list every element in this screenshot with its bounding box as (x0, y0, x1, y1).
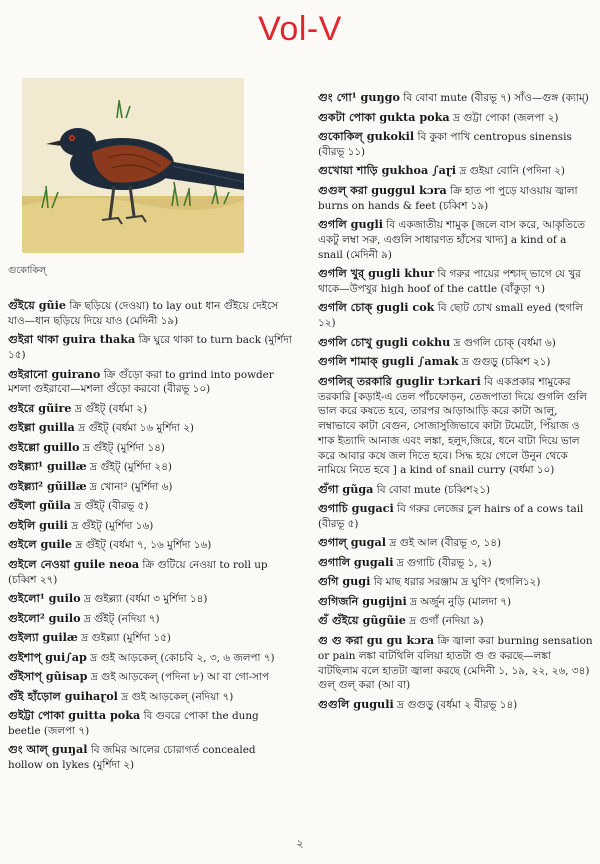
headword: গুগুলি guguli (318, 696, 394, 711)
definition: দ্র গুঁইট্ (নদিয়া ৭) (83, 612, 160, 625)
headword: গুঁইসাপ্ gũisap (8, 669, 88, 684)
definition: দ্র গুঁইট্ (বীরভূ ৫) (74, 500, 149, 513)
definition: বি বোবা mute (চব্বিশ২১) (376, 483, 491, 496)
dictionary-entry (318, 335, 594, 351)
dictionary-entry (318, 574, 594, 590)
dictionary-entry (318, 535, 594, 551)
dictionary-entry (8, 742, 292, 773)
headword: গুগলি চোক্ gugli cok (318, 300, 435, 315)
headword: গুইলি guili (8, 517, 68, 532)
dictionary-entry (318, 613, 594, 629)
definition: বি বোবা mute (বীরভূ ৭) সাঁও—গুঙ্গ (ক্যাম্) (403, 92, 589, 104)
headword: গুইশাপ্ gui∫ap (8, 649, 87, 664)
headword: গুগালি gugali (318, 554, 394, 569)
headword: গুগাল্ gugal (318, 535, 387, 550)
definition: দ্র গুই আল (বীরভূ ৩, ১৪) (389, 537, 502, 550)
dictionary-entry (8, 479, 292, 495)
definition: দ্র গুই আড়কেল্ (নদিয়া ৭) (121, 690, 234, 703)
definition: বি একপ্রকার শামুকের তরকারি [কড়াই-এ তেল পাঁচফোড়ন, তেজপাতা দিয়ে গুগলি গুলি ভাল করে কষতে হবে, তারপর আড়াআড়ি করে কাটা আলু, লম্বাভাবে কাটা বেগুন, সোজাসুজিভাবে কাটা টমেটো, পিঁয়াজ ও শাক ইত্যাদি আনাজ এবং লঙ্কা, হলুদ,জিরে, ধনে বাটা দিয়ে ভাল করে আবার কষে জল দিতে হবে। সিদ্ধ হয়ে গেলে উনুন থেকে নামিয়ে নিতে হবে ] a kind of snail curry (বর্ধমা ১০) (318, 375, 587, 477)
headword: গুগলি খুর্ gugli khur (318, 266, 435, 281)
dictionary-entry (8, 650, 292, 666)
definition: দ্র গুই আড়কেল্ (পদিনা ৮) আ বা গো-সাপ (90, 671, 270, 684)
headword: গুইল্ল্যা¹ guillæ (8, 459, 87, 474)
headword: গুগিজনি gugijni (318, 593, 407, 608)
headword: গুং আল্ guŋal (8, 742, 88, 757)
dictionary-entry (8, 298, 292, 329)
dictionary-entry (8, 591, 292, 607)
definition: ক্রি ঘুরে থাকা to turn back (মুর্শিদা ১৫) (8, 334, 292, 362)
illustration-caption: গুকোকিল্ (8, 265, 47, 276)
dictionary-entry (318, 266, 594, 297)
definition: দ্র গুঁইট্ (বর্ধমা ৭, ১৬ মুর্শিদা ১৬) (75, 539, 212, 552)
definition: বি জমির আলের চোরাগর্ত concealed hollow on lykes (মুর্শিদা ২) (8, 744, 256, 772)
headword: গুখোয়া শাড়ি gukhoa ∫aɽi (318, 163, 457, 178)
definition: বি মাছ ধরার সরঞ্জাম দ্র ঘুণি² (হুগলি১২) (373, 576, 541, 589)
definition: দ্র গুগুড়ু (চব্বিশ ২১) (461, 356, 551, 369)
dictionary-entry (8, 420, 292, 436)
dictionary-entry (318, 374, 594, 479)
definition: বি ছোট চোখ small eyed (হুগলি ১২) (318, 302, 583, 330)
headword: গুইল্লো guillo (8, 439, 80, 454)
definition: দ্র গুইল্ল্যা (মুর্শিদা ১৫) (81, 632, 171, 645)
definition: বি কুকা পাখি centropus sinensis (বীরভূ ১১) (318, 131, 572, 158)
definition: দ্র গুগাচি (বীরভূ ১, ২) (396, 556, 492, 569)
headword: গুইলো² guilo (8, 610, 81, 625)
definition: বি গরুর লেজের চুল hairs of a cows tail (বীরভূ ৫) (318, 503, 584, 531)
dictionary-entry (318, 354, 594, 370)
definition: দ্র গুগুড়ু (বর্ধমা ২ বীরভূ ১৪) (397, 698, 518, 711)
headword: গুগলি শামাক্ gugli ∫amak (318, 354, 459, 369)
headword: গুইরানো guirano (8, 366, 101, 381)
dictionary-entry (8, 611, 292, 627)
definition: বি গরুর পায়ের পশ্চাদ্ ভাগে যে খুর থাকে—উপখুর high hoof of the cattle (বাঁকুড়া ৭) (318, 268, 581, 295)
dictionary-entry (8, 557, 292, 588)
definition: দ্র অর্জুন নুড়ি (মালদা ৭) (410, 595, 512, 608)
definition: দ্র গুগলি চোক্ (বর্ধমা ৬) (453, 336, 556, 349)
dictionary-entry (8, 459, 292, 475)
headword: গুগলি চোখু gugli cokhu (318, 334, 451, 349)
headword: গুঁ গুঁইয়ে gũgũie (318, 613, 406, 628)
definition: দ্র গুগাঁ (নদিয়া ৯) (409, 615, 484, 628)
headword: গুঁগা gũga (318, 481, 374, 496)
dictionary-entry (8, 440, 292, 456)
headword: গুইরে gũire (8, 400, 72, 415)
dictionary-entry (318, 482, 594, 498)
dictionary-entry (8, 708, 292, 739)
dictionary-entry (318, 697, 594, 713)
headword: গুগি gugi (318, 574, 371, 589)
headword: গুং গো¹ guŋgo (318, 90, 400, 104)
definition: দ্র গুইল্ল্যা (বর্ধমা ৩ মুর্শিদা ১৪) (83, 593, 208, 606)
definition: দ্র গুঁইট্ (মুর্শিদা ১৪) (82, 441, 165, 454)
dictionary-entry (8, 537, 292, 553)
dictionary-entry (8, 332, 292, 363)
dictionary-entry (8, 669, 292, 685)
definition: ক্রি গুটিয়ে নেওয়া to roll up (চব্বিশ ২৭) (8, 558, 268, 586)
dictionary-entry (8, 630, 292, 646)
definition: দ্র গুই আড়কেল্ (কোচবি ২, ৩, ৬ জলপা ৭) (90, 651, 275, 664)
definition: দ্র খোনা² (মুর্শিদা ৬) (89, 480, 173, 493)
headword: গুইরা থাকা guira thaka (8, 332, 136, 347)
headword: গুইল্ল্যা² gũillæ (8, 478, 87, 493)
headword: গুঁইলা gũila (8, 498, 71, 513)
dictionary-entry (318, 183, 594, 214)
dictionary-entry (318, 163, 594, 179)
dictionary-entry (318, 217, 594, 262)
dictionary-entry (318, 90, 594, 106)
headword: গুকোকিল্ gukokil (318, 129, 415, 143)
coucal-bird-image (22, 78, 244, 253)
dictionary-entry (8, 518, 292, 534)
dictionary-entry (8, 689, 292, 705)
dictionary-entry (318, 555, 594, 571)
definition: ক্রি ছড়িয়ে (দেওয়া) to lay out ধান গুঁইয়ে দেইসে যাও—ধান ছড়িয়ে দিয়ে যাও (মেদিনী ১৯) (8, 300, 279, 327)
headword: গু গু করা gu gu kɔra (318, 632, 435, 647)
headword: গুইল্লা guilla (8, 420, 75, 435)
definition: দ্র গুঁইট্ (মুর্শিদা ২৪) (89, 461, 172, 474)
definition: ক্রি হাত পা পুড়ে যাওয়ায় জ্বালা burns on hands & feet (চব্বিশ ১৯) (318, 184, 578, 212)
dictionary-entry (8, 367, 292, 398)
dictionary-entry (8, 498, 292, 514)
headword: গুইল্যা guilæ (8, 630, 78, 645)
definition: দ্র গুইয়া বোনি (পদিনা ২) (459, 165, 565, 178)
definition: দ্র গুঁইট্ (বর্ধমা ২) (74, 402, 148, 415)
headword: গুগাচি gugaci (318, 501, 394, 516)
headword: গুইলে নেওয়া guile neoa (8, 556, 140, 571)
bird-illustration (22, 78, 244, 253)
headword: গুগলি gugli (318, 217, 383, 232)
headword: গুঁইয়ে gũie (8, 298, 67, 312)
definition: ক্রি জ্বালা করা burning sensation or pain লঙ্কা বাটথিলি বলিয়া হাতটা গু গু করছে—লঙ্কা বাটছিলাম বলে হাতটা জ্বালা করছে (মেদিনী ১, ১৯, ২২, ২৬, ৩৪) গুল্ গুল্ করা (আ বা) (318, 634, 593, 692)
dictionary-entry (318, 633, 594, 693)
dictionary-entry (318, 501, 594, 532)
headword: গুইলো¹ guilo (8, 591, 81, 606)
volume-title: Vol-V (258, 10, 342, 48)
definition: দ্র গুঁইট্ (মুর্শিদা ১৬) (71, 519, 154, 532)
definition: দ্র গুঁইট্ (বর্ধমা ১৬ মুর্শিদা ২) (78, 422, 194, 435)
dictionary-entry (318, 594, 594, 610)
headword: গুগুল্ করা guggul kɔra (318, 182, 447, 197)
definition: বি গুবরে পোকা the dung beetle (জলপা ৭) (8, 710, 259, 737)
page-number: ২ (296, 837, 304, 850)
definition: বি একজাতীয় শামুক [জলে বাস করে, আকৃতিতে একটু লম্বা সরু, এগুলি সাধারণত হাঁসের খাদ্য] a kind of a snail (মেদিনী ৯) (318, 219, 585, 261)
definition: দ্র গুট্টা পোকা (জলপা ২) (452, 111, 559, 124)
headword: গুকটা পোকা gukta poka (318, 109, 450, 124)
headword: গুঁই হাঁড়োল guihaɽol (8, 688, 118, 703)
headword: গুগলির্ তরকারি guglir tɔrkari (318, 373, 481, 388)
headword: গুইট্টা পোকা guitta poka (8, 708, 141, 723)
dictionary-entry (318, 300, 594, 331)
dictionary-entry (318, 129, 594, 160)
dictionary-entry (318, 110, 594, 126)
dictionary-entry (8, 401, 292, 417)
right-column (318, 90, 594, 864)
headword: গুইলে guile (8, 537, 73, 552)
left-column (8, 298, 292, 864)
definition: ক্রি গুঁড়ো করা to grind into powder মশলা গুইরাবো—মশলা গুঁড়ো করবো (বীরভূ ১০) (8, 368, 274, 396)
